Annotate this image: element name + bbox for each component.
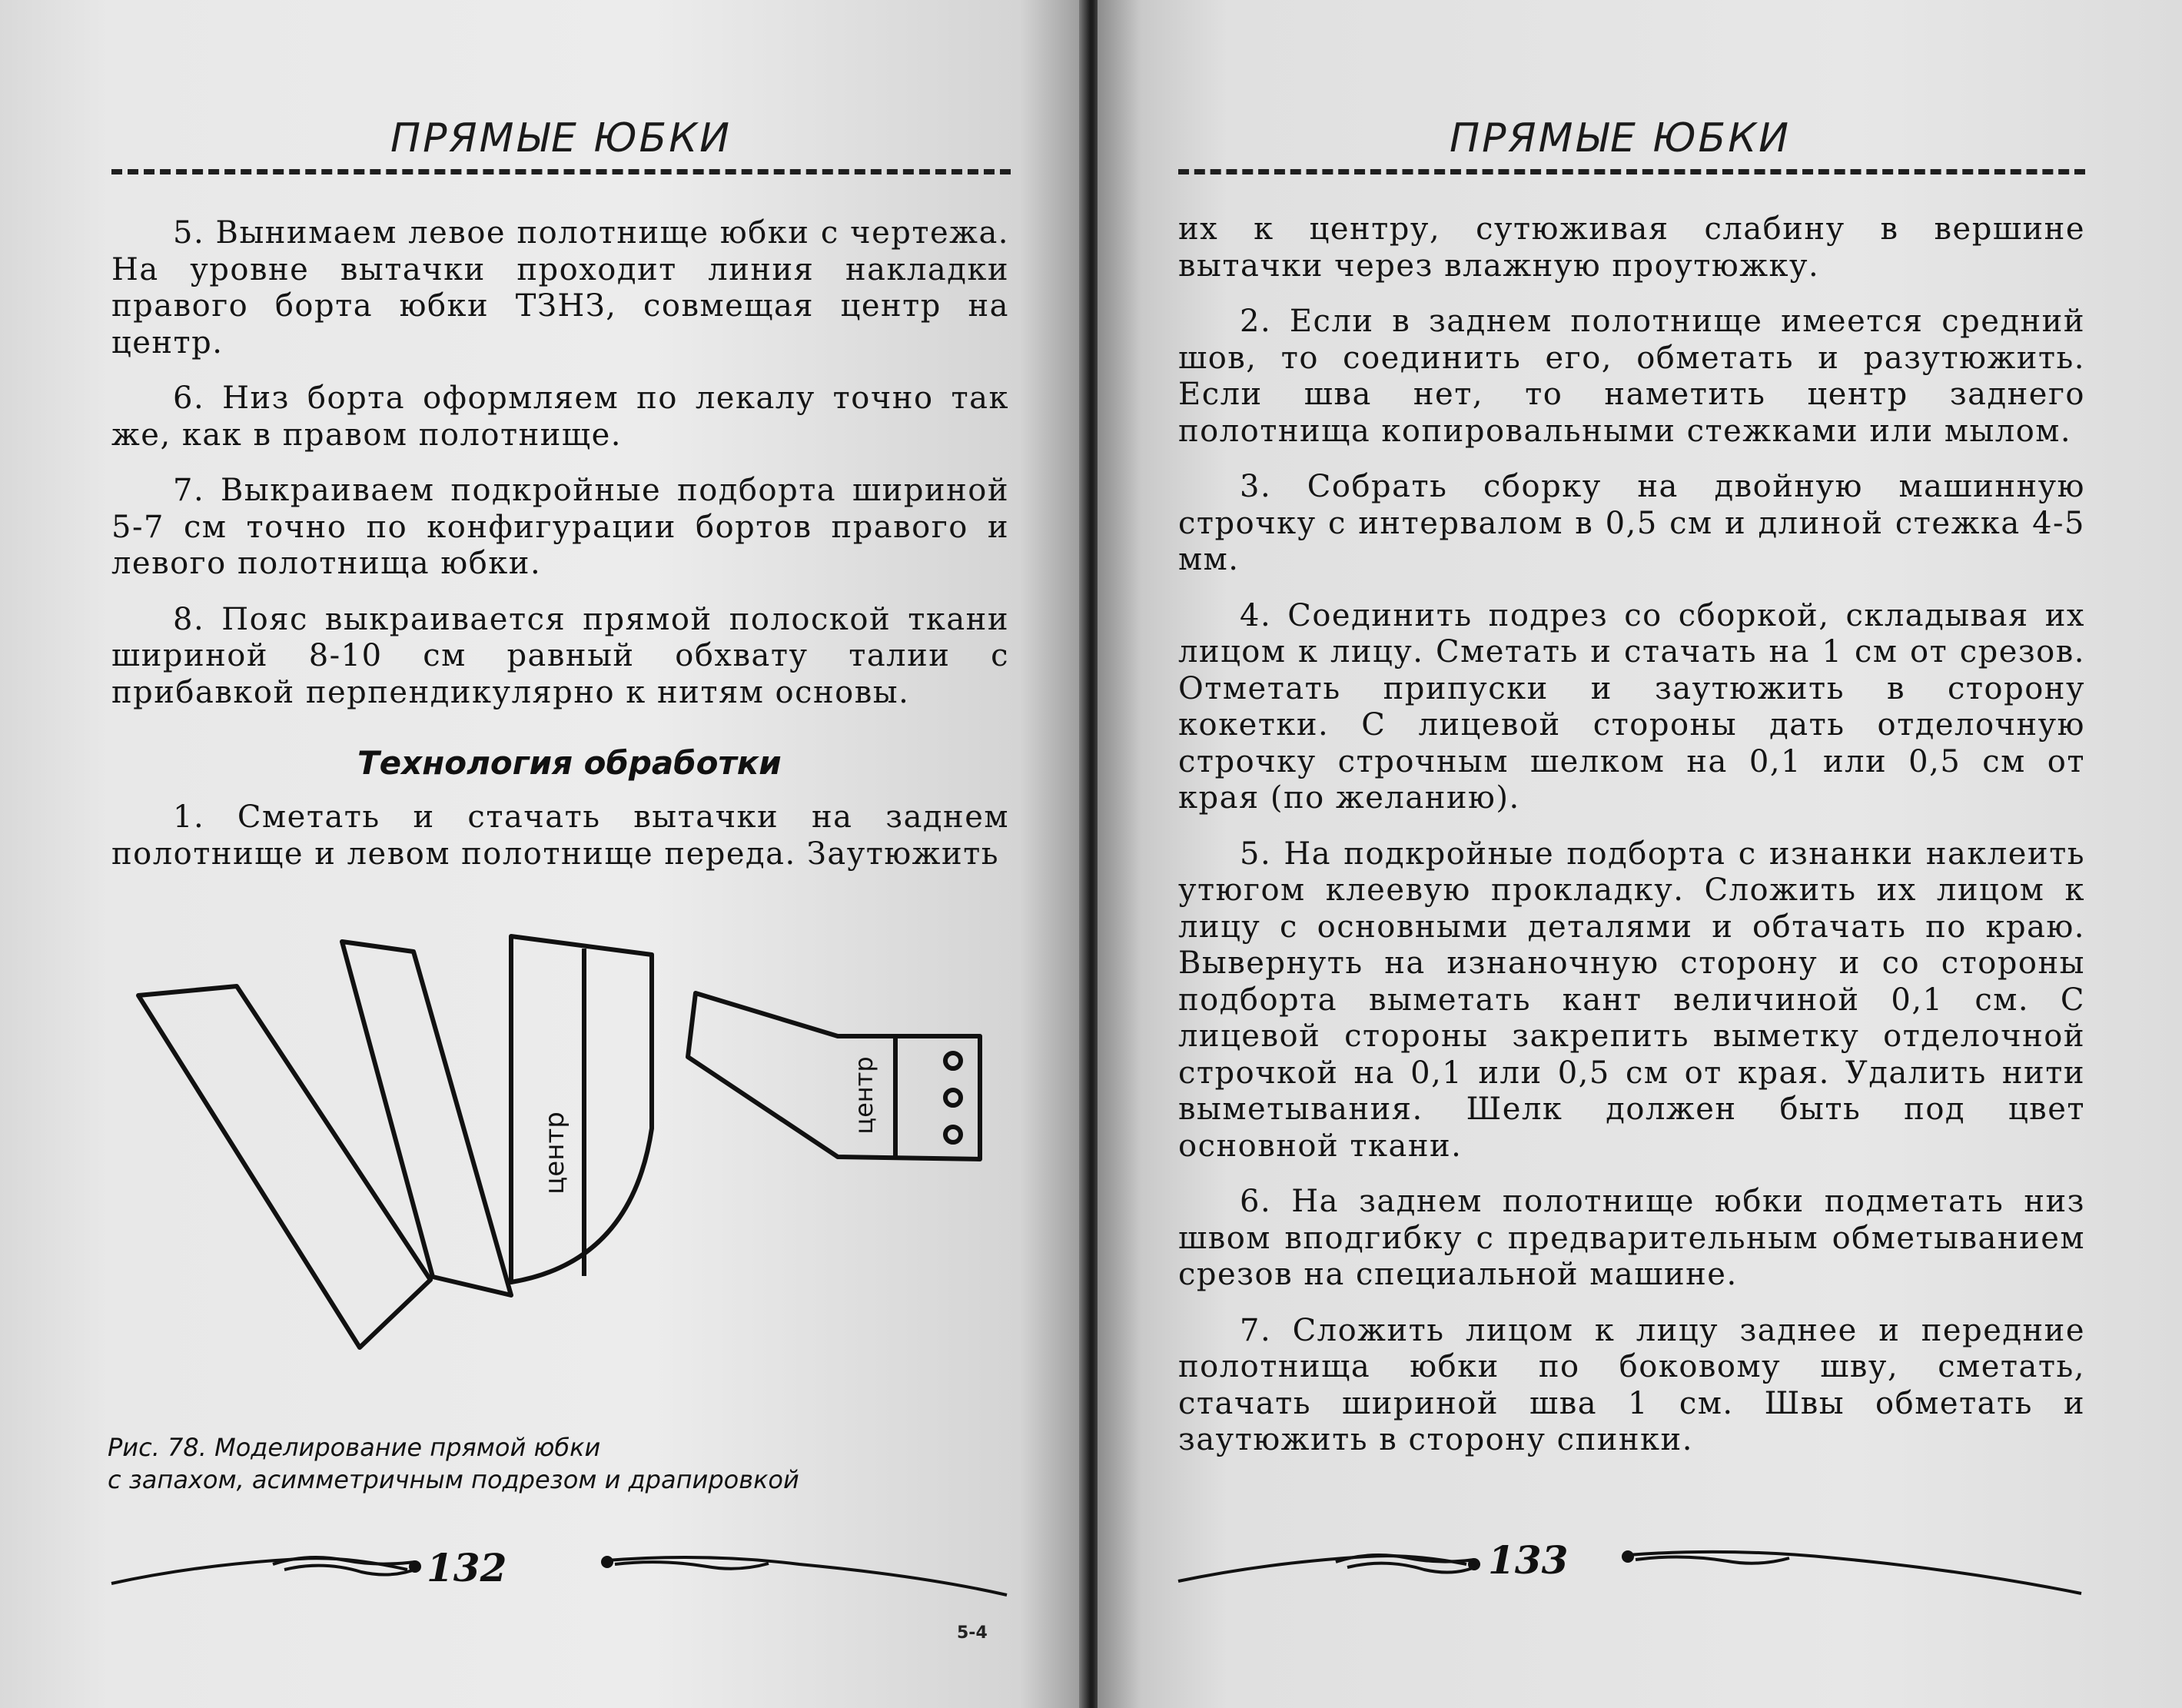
left-footer-ornament [108, 1530, 1015, 1607]
left-section-text [111, 799, 1009, 892]
right-header-rule [1178, 169, 2085, 174]
left-running-head: ПРЯМЫЕ ЮБКИ [390, 115, 732, 161]
left-body-text [111, 215, 1009, 730]
center-label-1: центр [540, 1112, 570, 1195]
left-paragraph-6: 6. Низ борта оформляем по лекалу точно так же, как в правом полотнище. [111, 380, 1009, 453]
right-paragraph-7: 7. Сложить лицом к лицу заднее и передние полотнища юбки по боковому шву, сметать, стачать шириной шва 1 см. Швы обметать и заутюжить в сторону спинки. [1178, 1312, 2085, 1457]
figure-caption [108, 1431, 799, 1496]
right-paragraph-6: 6. На заднем полотнище юбки подметать низ швом вподгибку с предварительным обметыванием срезов на специальной машине. [1178, 1184, 2085, 1292]
right-page-number: 133 [1488, 1537, 1569, 1583]
caption-line-2: с запахом, асимметричным подрезом и драпировкой [108, 1465, 799, 1494]
left-header-rule [111, 169, 1011, 174]
right-paragraph-2: 2. Если в заднем полотнище имеется средний шов, то соединить его, обметать и разутюжить. Если шва нет, то наметить центр заднего полотнища копировальными стежками или мылом. [1178, 304, 2085, 449]
caption-line-1: Рис. 78. Моделирование прямой юбки [108, 1433, 601, 1462]
left-section-paragraph-1: 1. Сметать и стачать вытачки на заднем полотнище и левом полотнище переда. Заутюжить [111, 799, 1009, 872]
left-page [0, 0, 1085, 1708]
left-paragraph-5: 5. Вынимаем левое полотнище юбки с чертежа. На уровне вытачки проходит линия накладки правого борта юбки ТЗНЗ, совмещая центр на центр. [111, 215, 1009, 361]
center-label-2: центр [849, 1056, 878, 1135]
left-page-number: 132 [427, 1545, 507, 1590]
pattern-waistband [688, 993, 980, 1159]
left-paragraph-8: 8. Пояс выкраивается прямой полоской ткани шириной 8-10 см равный обхвату талии с прибавкой перпендикулярно к нитям основы. [111, 601, 1009, 710]
section-title: Технология обработки [357, 744, 782, 782]
skirt-pattern-figure [123, 922, 999, 1368]
right-paragraph-5: 5. На подкройные подборта с изнанки наклеить утюгом клеевую прокладку. Сложить их лицом к лицу с основными деталями и обтачать по краю. Вывернуть на изнаночную сторону и со стороны подборта выметать кант величиной 0,1 см. С лицевой стороны закрепить выметку отделочной строчкой на 0,1 или 0,5 см от края. Удалить нити выметывания. Шелк должен быть под цвет основной ткани. [1178, 836, 2085, 1164]
signature-mark: 5-4 [957, 1623, 988, 1643]
right-page [1098, 0, 2182, 1708]
right-running-head: ПРЯМЫЕ ЮБКИ [1449, 115, 1792, 161]
left-paragraph-7: 7. Выкраиваем подкройные подборта шириной 5-7 см точно по конфигурации бортов правого и левого полотнища юбки. [111, 473, 1009, 581]
right-continuation: их к центру, сутюживая слабину в вершине вытачки через влажную проутюжку. [1178, 211, 2085, 284]
pattern-wedge-1 [138, 986, 430, 1347]
pattern-wedge-2 [342, 942, 511, 1295]
right-footer-ornament [1174, 1526, 2089, 1603]
right-paragraph-3: 3. Собрать сборку на двойную машинную строчку с интервалом в 0,5 см и длиной стежка 4-5 мм. [1178, 469, 2085, 577]
right-paragraph-4: 4. Соединить подрез со сборкой, складывая их лицом к лицу. Сметать и стачать на 1 см от срезов. Отметать припуски и заутюжить в сторону кокетки. С лицевой стороны дать отделочную строчку строчным шелком на 0,1 или 0,5 см от края (по желанию). [1178, 597, 2085, 816]
right-body-text [1178, 211, 2085, 1478]
pattern-main-panel [511, 936, 652, 1282]
